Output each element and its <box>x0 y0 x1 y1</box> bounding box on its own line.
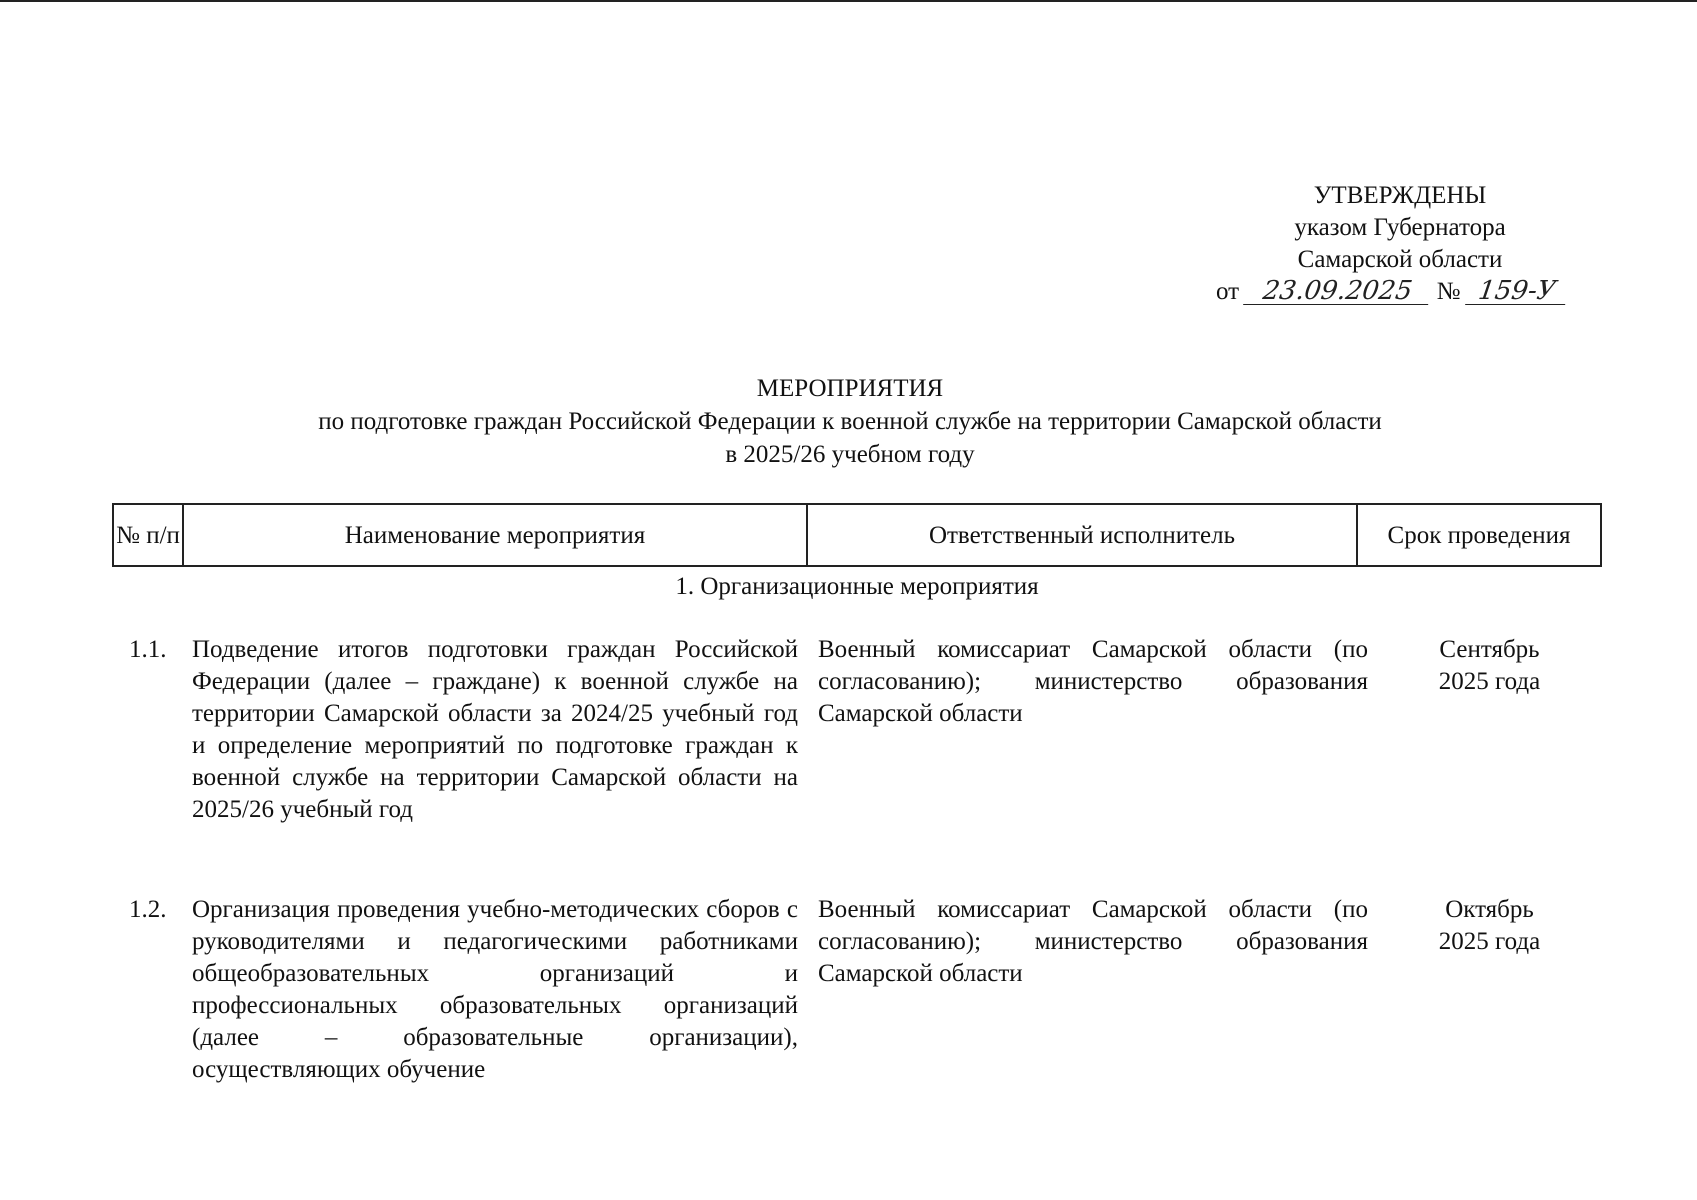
number-label: № <box>1436 278 1461 305</box>
row-number: 1.1. <box>129 636 167 663</box>
title-heading: МЕРОПРИЯТИЯ <box>756 375 944 402</box>
approval-title: УТВЕРЖДЕНЫ <box>1313 182 1487 209</box>
title-year: в 2025/26 учебном году <box>725 441 975 468</box>
row-responsible: Военный комиссариат Самарской области (по согласованию); министерство образования Самарской области <box>818 896 1368 987</box>
header-num: № п/п <box>114 505 184 565</box>
header-name: Наименование мероприятия <box>184 505 808 565</box>
top-border-line <box>0 0 1697 2</box>
document-title <box>180 372 1520 471</box>
approval-region: Самарской области <box>1297 246 1503 273</box>
header-responsible: Ответственный исполнитель <box>808 505 1358 565</box>
handwritten-date: 23.09.2025 <box>1243 278 1432 305</box>
row-activity-name: Организация проведения учебно-методических сборов с руководителями и педагогическими работниками общеобразовательных организаций и профессиональных образовательных организаций (далее – образовательные организации), осуществляющих обучение <box>192 896 798 1083</box>
approval-decree: указом Губернатора <box>1294 214 1506 241</box>
row-activity-name: Подведение итогов подготовки граждан Российской Федерации (далее – граждане) к военной службе на территории Самарской области за 2024/25 учебный год и определение мероприятий по подготовке граждан к военной службе на территории Самарской области на 2025/26 учебный год <box>192 636 798 823</box>
table-header <box>112 503 1602 567</box>
approval-date-line <box>1200 276 1600 308</box>
section-title: 1. Организационные мероприятия <box>675 573 1039 600</box>
from-label: от <box>1216 278 1240 305</box>
approval-stamp-block <box>1200 180 1600 308</box>
header-term: Срок проведения <box>1387 521 1571 549</box>
title-subtitle: по подготовке граждан Российской Федерации к военной службе на территории Самарской области <box>318 408 1382 435</box>
row-term: Октябрь 2025 года <box>1438 896 1541 955</box>
row-number: 1.2. <box>129 896 167 923</box>
handwritten-number: 159-У <box>1465 278 1569 305</box>
row-term: Сентябрь 2025 года <box>1438 636 1541 695</box>
row-responsible: Военный комиссариат Самарской области (по согласованию); министерство образования Самарской области <box>818 636 1368 727</box>
